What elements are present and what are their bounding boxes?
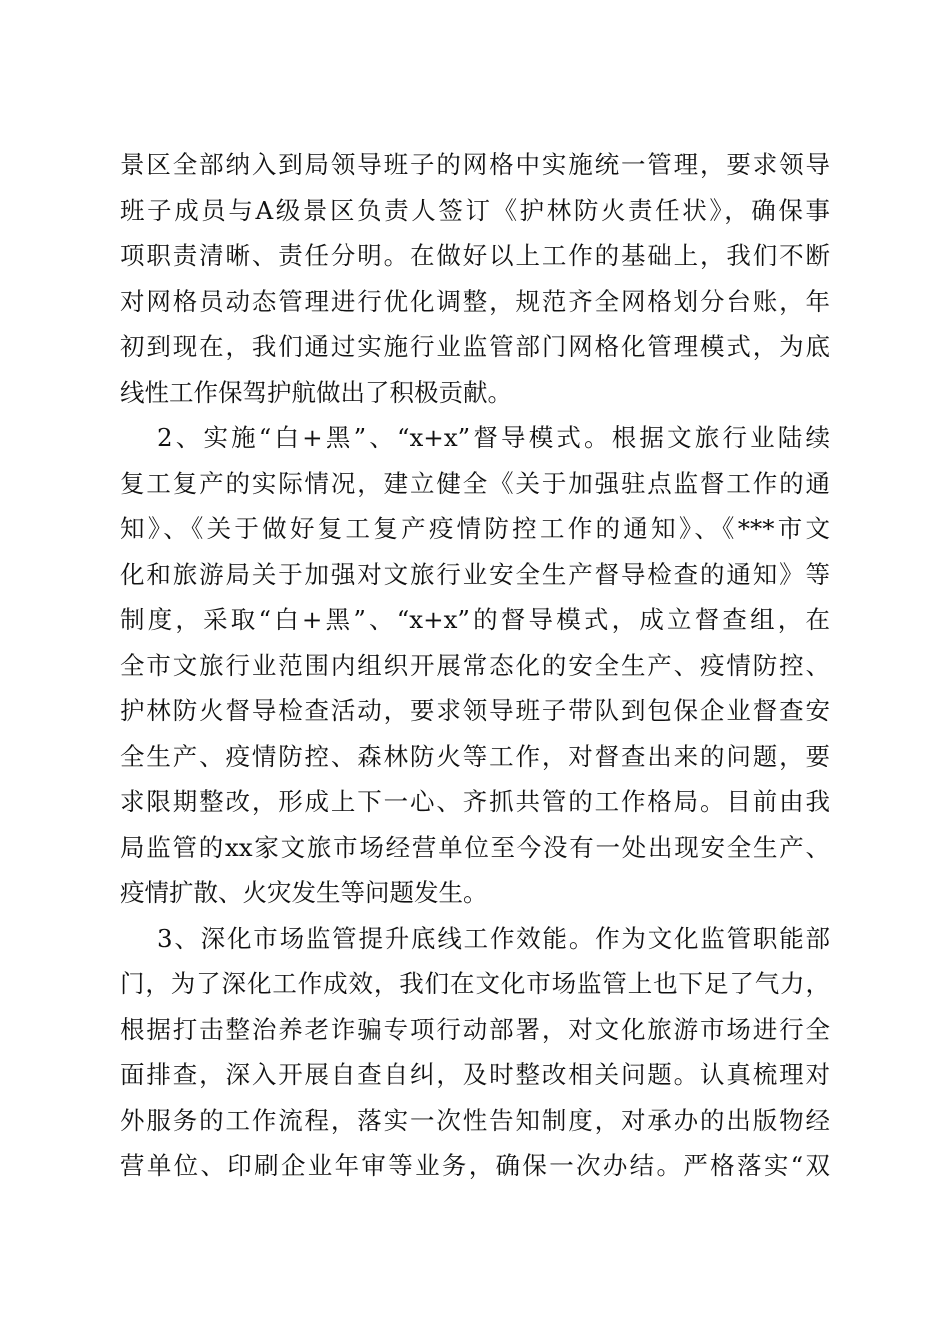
text-line: 知》、《关于做好复工复产疫情防控工作的通知》、《***市文 [120,514,830,543]
text-line: 营单位、印刷企业年审等业务，确保一次办结。严格落实“双 [120,1151,830,1180]
text-line: 外服务的工作流程，落实一次性告知制度，对承办的出版物经 [120,1105,830,1135]
text-line: 面排查，深入开展自查自纠，及时整改相关问题。认真梳理对 [120,1060,830,1089]
text-line: 班子成员与A级景区负责人签订《护林防火责任状》，确保事 [120,195,830,225]
text-line: 根据打击整治养老诈骗专项行动部署，对文化旅游市场进行全 [120,1014,830,1044]
text-line: 护林防火督导检查活动，要求领导班子带队到包保企业督查安 [120,696,830,725]
text-line: 化和旅游局关于加强对文旅行业安全生产督导检查的通知》等 [120,559,830,589]
text-line: 全生产、疫情防控、森林防火等工作，对督查出来的问题，要 [120,741,830,771]
text-line: 对网格员动态管理进行优化调整，规范齐全网格划分台账，年 [120,286,830,316]
text-line: 线性工作保驾护航做出了积极贡献。 [120,377,512,407]
paragraph-2 [120,415,830,916]
text-line: 制度，采取“白+黑”、“x+x”的督导模式，成立督查组，在 [120,605,830,634]
text-line: 复工复产的实际情况，建立健全《关于加强驻点监督工作的通 [120,468,830,498]
text-line: 项职责清晰、责任分明。在做好以上工作的基础上，我们不断 [120,241,830,270]
paragraph-1 [120,142,830,415]
text-line: 求限期整改，形成上下一心、齐抓共管的工作格局。目前由我 [120,787,830,816]
text-line: 局监管的xx家文旅市场经营单位至今没有一处出现安全生产、 [120,832,830,862]
document-body [120,142,830,1189]
text-line: 2、实施“白+黑”、“x+x”督导模式。根据文旅行业陆续 [157,423,830,452]
text-line: 门，为了深化工作成效，我们在文化市场监管上也下足了气力， [120,969,830,998]
paragraph-3 [120,916,830,1189]
text-line: 初到现在，我们通过实施行业监管部门网格化管理模式，为底 [120,332,830,361]
text-line: 景区全部纳入到局领导班子的网格中实施统一管理，要求领导 [120,150,830,179]
text-line: 3、深化市场监管提升底线工作效能。作为文化监管职能部 [157,923,830,953]
text-line: 全市文旅行业范围内组织开展常态化的安全生产、疫情防控、 [120,650,830,680]
text-line: 疫情扩散、火灾发生等问题发生。 [120,878,488,907]
